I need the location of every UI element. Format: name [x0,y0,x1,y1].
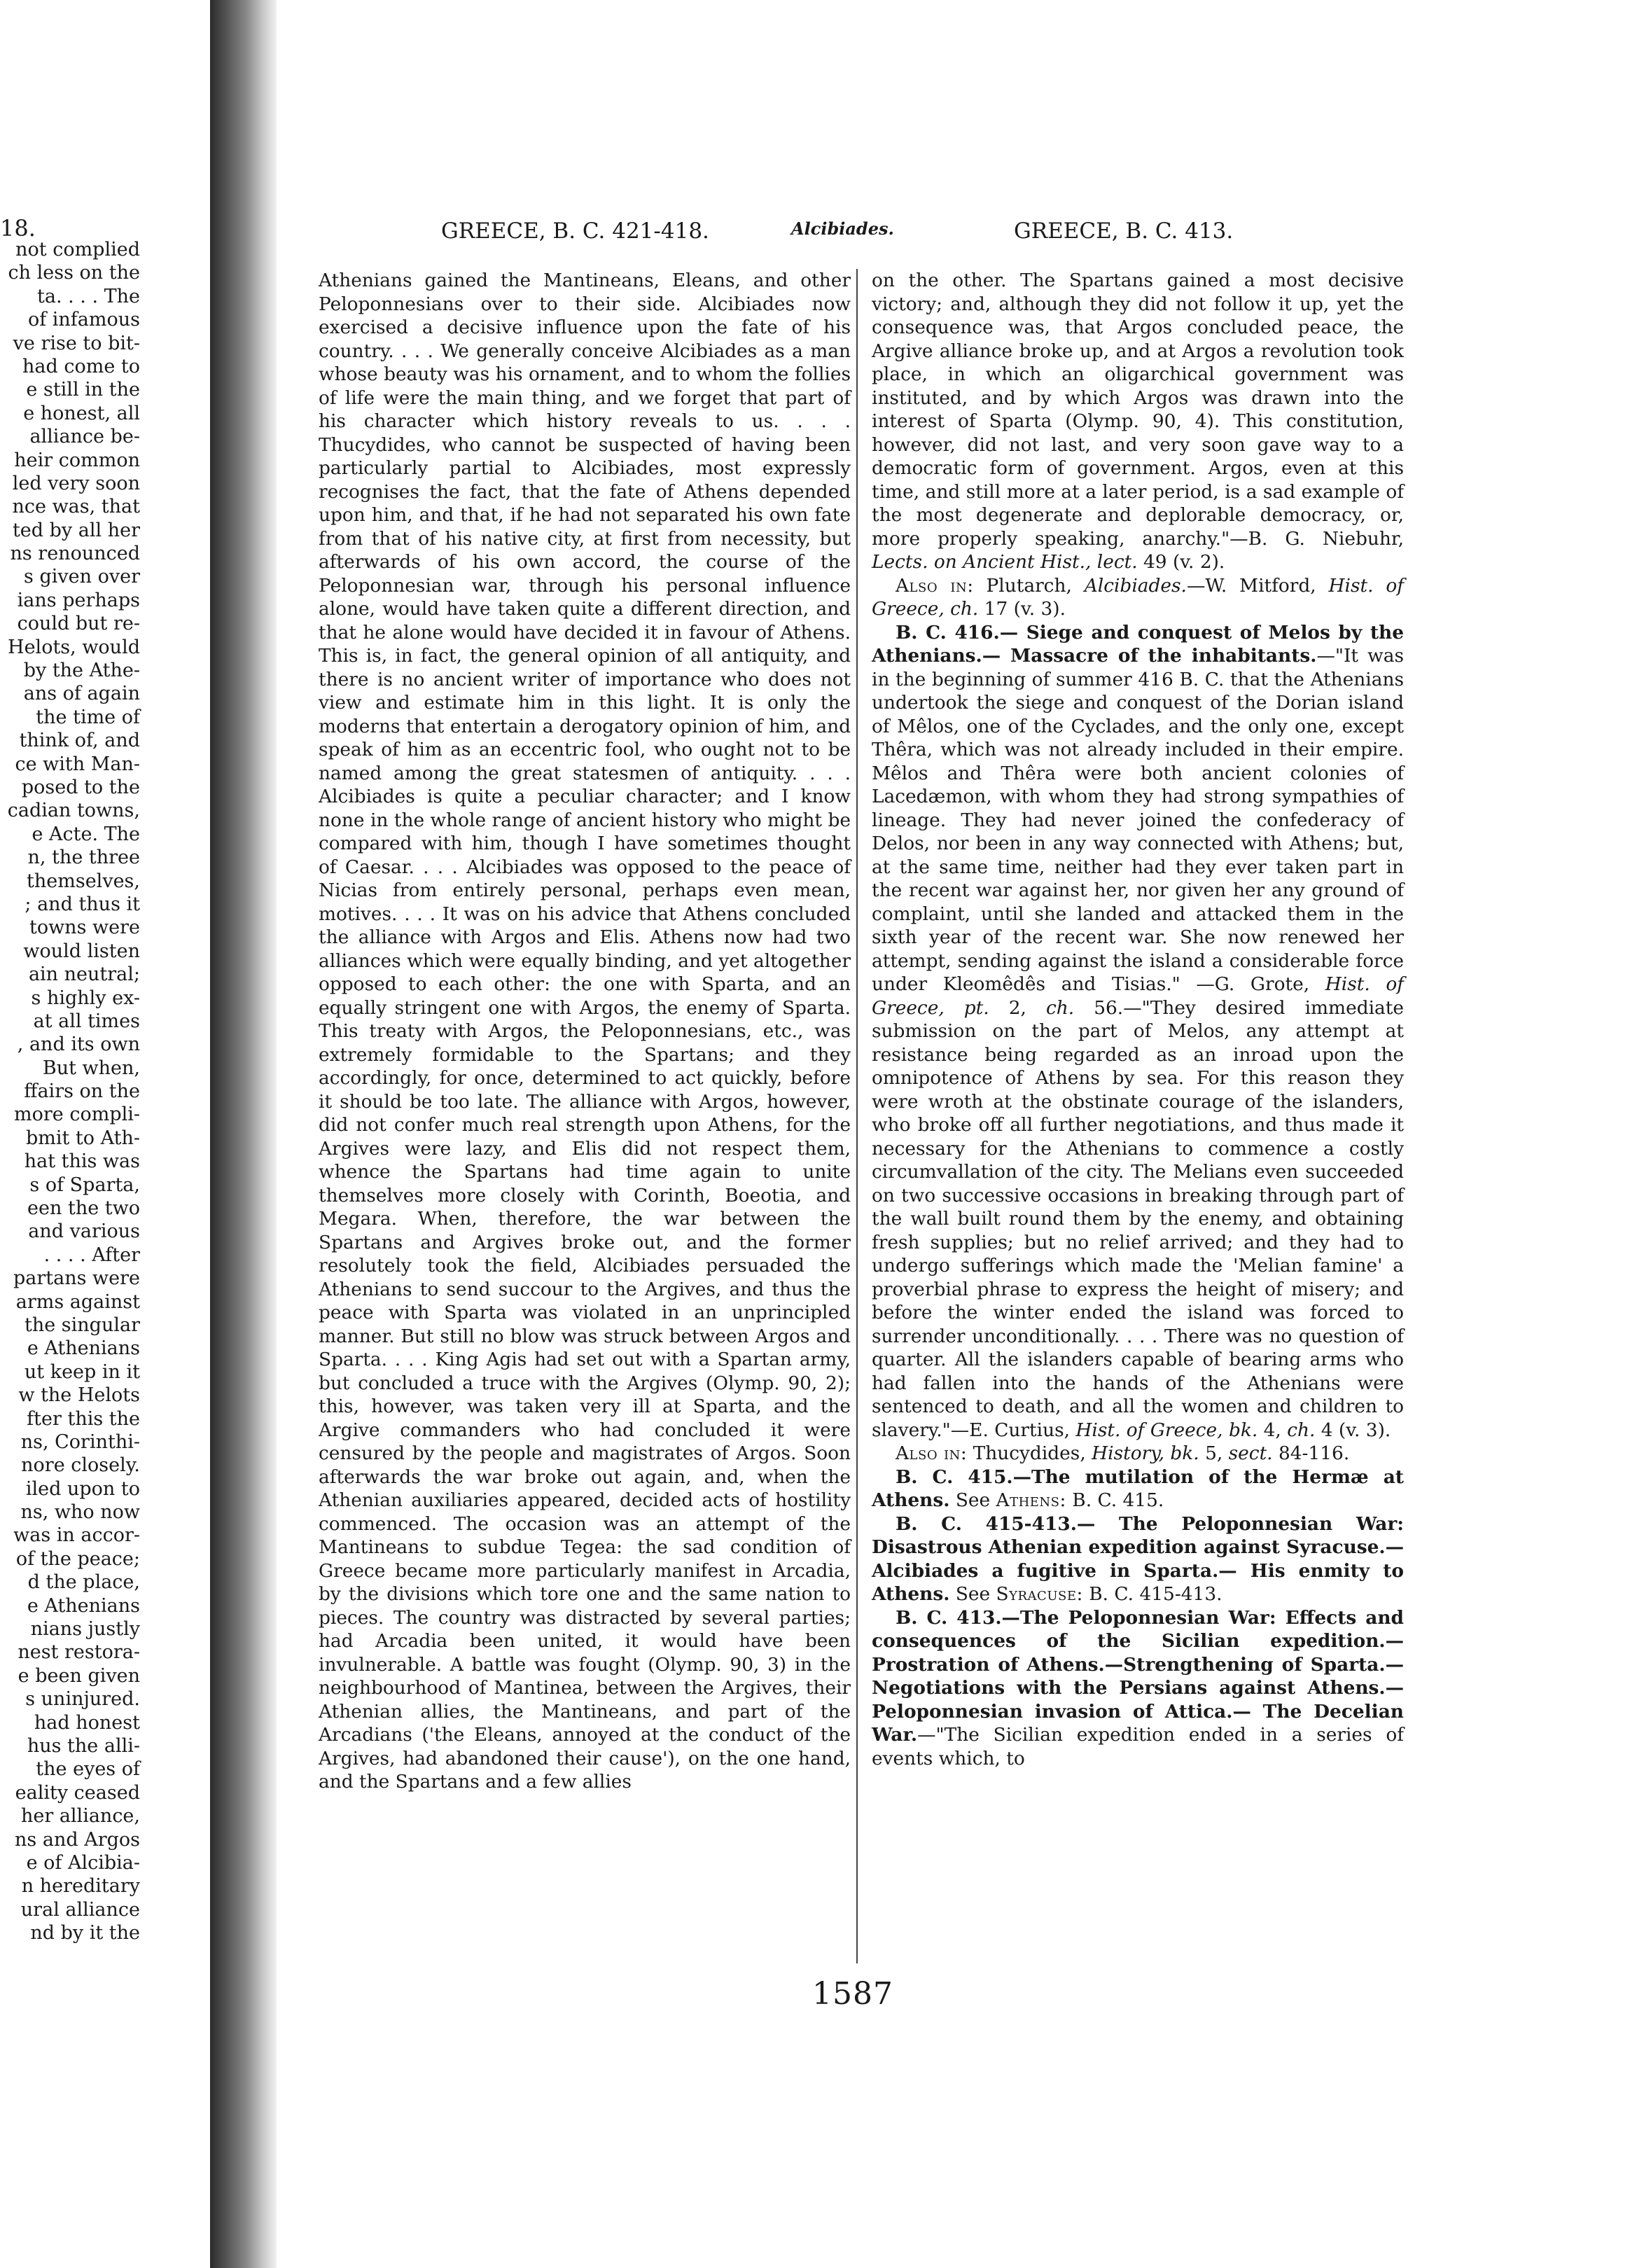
facing-page-line: hat this was [24,1150,140,1173]
facing-page-line: ns renounced [10,543,140,565]
facing-page-line: posed to the [21,776,140,798]
facing-page-line: the eyes of [36,1758,140,1781]
entry-bc-413: B. C. 413.—The Peloponnesian War: Effects and consequences of the Sicilian expedition.—Prostration of Athens.—Strengthening of Sparta.— Negotiations with the Persians against Athens.— Peloponnesian invasion of Attica.— The Decelian War.—"The Sicilian expedition ended in a series of events which, to [872,1606,1404,1769]
facing-page-line: nce was, that [12,496,140,518]
entry-heading-416: B. C. 416.— Siege and conquest of Melos by the Athenians.— Massacre of the inhabitants. [872,621,1404,667]
header-right: GREECE, B. C. 413. [1014,218,1234,244]
facing-page-line: een the two [27,1197,140,1220]
facing-page-line: iled upon to [25,1477,140,1500]
facing-page-line: her alliance, [20,1805,140,1828]
facing-page-line: ns and Argos [15,1828,140,1851]
facing-page-line: by the Athe- [23,660,140,682]
facing-page-line: would listen [23,940,140,962]
facing-page-line: e Acte. The [32,823,140,845]
facing-page-line: s uninjured. [25,1688,140,1711]
facing-page-line: w the Helots [18,1384,140,1407]
facing-page-line: nians justly [30,1618,140,1641]
facing-page-line: ve rise to bit- [13,332,140,354]
facing-page-line: had honest [34,1711,140,1734]
facing-page-line: , and its own [17,1034,140,1056]
facing-page-line: the time of [36,706,140,728]
facing-page-line: and various [28,1220,140,1243]
facing-page-line: . . . . After [43,1244,140,1266]
facing-page-line: ans of again [23,683,140,705]
facing-page-line: more compli- [14,1104,140,1126]
facing-page-line: hus the alli- [27,1735,140,1757]
facing-page-line: nore closely. [21,1454,140,1477]
facing-page-line: ut keep in it [24,1361,140,1383]
paragraph-niebuhr-excerpt: Athenians gained the Mantineans, Eleans, and other Peloponnesians over to their side. Alcibiades now exercised a decisive influence upon the fate of his country. . . . We generally conceive Alcibiades as a man whose beauty was his ornament, and to whom the follies of life were the main thing, and we forget that part of his character which history reveals to us. . . . Thucydides, who cannot be suspected of having been particularly partial to Alcibiades, most expressly recognises the fact, that the fate of Athens depended upon him, and that, if he had not separated his own fate from that of his native city, at first from necessity, but afterwards of his own accord, the course of the Peloponnesian war, through his personal influence alone, would have taken quite a different direction, and that he alone would have decided it in favour of Athens. This is, in fact, the general opinion of all antiquity, and there is no ancient writer of importance who does not view and estimate him in this light. It is only the moderns that entertain a derogatory opinion of him, and speak of him as an eccentric fool, who ought not to be named among the great statesmen of antiquity. . . . Alcibiades is quite a peculiar character; and I know none in the whole range of ancient history who might be compared with him, though I have sometimes thought of Caesar. . . . Alcibiades was opposed to the peace of Nicias from entirely personal, perhaps even mean, motives. . . . It was on his advice that Athens concluded the alliance with Argos and Elis. Athens now had two alliances which were equally binding, and yet altogether opposed to each other: the one with Sparta, and an equally stringent one with Argos, the enemy of Sparta. This treaty with Argos, the Peloponnesians, etc., was extremely formidable to the Spartans; and they accordingly, for once, determined to act quickly, before it should be too late. The alliance with Argos, however, did not confer much real strength upon Athens, for the Argives were lazy, and Elis did not respect them, whence the Spartans had time again to unite themselves more closely with Corinth, Boeotia, and Megara. When, therefore, the war between the Spartans and Argives broke out, and the former resolutely took the field, Alcibiades persuaded the Athenians to send succour to the Argives, and thus the peace with Sparta was violated in an unprincipled manner. But still no blow was struck between Argos and Sparta. . . . King Agis had set out with a Spartan army, but concluded a truce with the Argives (Olymp. 90, 2); this, however, was taken very ill at Sparta, and the Argive commanders who had concluded it were censured by the people and magistrates of Argos. Soon afterwards the war broke out again, and, when the Athenian auxiliaries appeared, decided acts of hostility commenced. The occasion was an attempt of the Mantineans to subdue Tegea: the sad condition of Greece became more particularly manifest in Arcadia, by the divisions which tore one and the same nation to pieces. The country was distracted by several parties; had Arcadia been united, it would have been invulnerable. A battle was fought (Olymp. 90, 3) in the neighbourhood of Mantinea, between the Argives, their Athenian allies, the Mantineans, and part of the Arcadians ('the Eleans, annoyed at the conduct of the Argives, had abandoned their cause'), on the one hand, and the Spartans and a few allies [319,270,851,1793]
facing-page-line: e honest, all [23,402,140,424]
entry-bc-415: B. C. 415.—The mutilation of the Hermæ at Athens. See Athens: B. C. 415. [872,1466,1404,1511]
facing-page-line: s given over [24,566,140,588]
facing-page-line: e Athenians [27,1594,140,1617]
facing-page-line: ch less on the [8,262,140,284]
facing-page-line: ians perhaps [17,589,140,611]
facing-page-line: n, the three [27,847,140,869]
column-divider [856,269,858,1963]
cross-reference-athens: Athens: [996,1489,1066,1511]
facing-page-line: think of, and [19,730,140,752]
facing-page-line: fter this the [27,1407,140,1430]
facing-page-line: e been given [18,1664,140,1687]
facing-page-line: of the peace; [15,1547,140,1570]
facing-page-lines [0,238,140,1945]
facing-page-line: led very soon [12,472,140,494]
facing-page-line: of infamous [27,309,140,331]
facing-page-line: nest restora- [18,1641,140,1664]
facing-page-line: themselves, [27,870,140,892]
facing-page-line: ; and thus it [25,893,140,915]
facing-page-line: Helots, would [8,636,140,658]
facing-page-line: e still in the [26,379,140,401]
header-left: GREECE, B. C. 421-418. [441,218,709,244]
facing-page-line: nd by it the [30,1922,140,1945]
entry-heading-415-413: B. C. 415-413.— The Peloponnesian War: Disastrous Athenian expedition against Syracuse.—Alcibiades a fugitive in Sparta.— His enmity to Athens. [872,1512,1404,1605]
facing-page-line: s highly ex- [31,987,140,1009]
page-number: 1587 [812,1976,893,2012]
facing-page-line: e Athenians [27,1337,140,1360]
entry-bc-416: B. C. 416.— Siege and conquest of Melos by the Athenians.— Massacre of the inhabitants.—"It was in the beginning of summer 416 B. C. that the Athenians undertook the siege and conquest of the Dorian island of Mêlos, one of the Cyclades, and the only one, except Thêra, which was not already included in their empire. Mêlos and Thêra were both ancient colonies of Lacedæmon, with whom they had strong sympathies of lineage. They had never joined the confederacy of Delos, nor been in any way connected with Athens; but, at the same time, neither had they ever taken part in the recent war against her, nor given her any ground of complaint, until she landed and attacked them in the sixth year of the recent war. She now renewed her attempt, sending against the island a considerable force under Kleomêdês and Tisias." —G. Grote, Hist. of Greece, pt. 2, ch. 56.—"They desired immediate submission on the part of Melos, any attempt at resistance being regarded as an inroad upon the omnipotence of Athens by sea. For this reason they were wroth at the obstinate courage of the islanders, who broke off all further negotiations, and thus made it necessary for the Athenians to commence a costly circumvallation of the city. The Melians even succeeded on two successive occasions in breaking through part of the wall built round them by the enemy, and obtaining fresh supplies; but no relief arrived; and they had to undergo sufferings which made the 'Melian famine' a proverbial phrase to express the height of misery; and before the winter ended the island was forced to surrender unconditionally. . . . There was no question of quarter. All the islanders capable of bearing arms who had fallen into the hands of the Athenians were sentenced to death, and all the women and children to slavery."—E. Curtius, Hist. of Greece, bk. 4, ch. 4 (v. 3). [872,621,1405,1441]
facing-page-line: n hereditary [21,1875,140,1898]
facing-page-line: ta. . . . The [37,285,140,307]
facing-page-line: ural alliance [20,1898,140,1921]
facing-page-line: was in accor- [13,1524,140,1547]
book-gutter [210,0,277,2268]
facing-page-line: bmit to Ath- [25,1127,140,1149]
facing-page-line: not complied [15,239,140,260]
facing-page-line: the singular [25,1314,140,1336]
facing-page-line: partans were [13,1267,140,1290]
cross-reference-syracuse: Syracuse: [996,1583,1083,1605]
entry-heading-415: B. C. 415.—The mutilation of the Hermæ at Athens. [872,1466,1404,1511]
facing-page-line: eality ceased [15,1781,140,1804]
facing-page-number: 18. [0,215,36,242]
facing-page-line: ns, who now [20,1501,140,1524]
facing-page-line: ns, Corinthi- [20,1431,140,1453]
facing-page-line: towns were [29,917,140,939]
also-in-note-1: Also in: Plutarch, Alcibiades.—W. Mitford, Hist. of Greece, ch. 17 (v. 3). [872,574,1405,620]
facing-page-fragment [0,215,140,1945]
facing-page-line: alliance be- [29,426,140,448]
text-column-right [872,269,1404,1770]
text-column-left [319,269,851,1794]
facing-page-line: But when, [42,1057,140,1079]
running-header [441,218,1260,249]
facing-page-line: heir common [14,449,140,471]
facing-page-line: arms against [15,1290,140,1313]
facing-page-line: ted by all her [12,519,140,541]
paragraph-niebuhr-conclusion: on the other. The Spartans gained a most decisive victory; and, although they did not follow it up, yet the consequence was, that Argos concluded peace, the Argive alliance broke up, and at Argos a revolution took place, in which an oligarchical government was instituted, and by which Argos was drawn into the interest of Sparta (Olymp. 90, 4). This constitution, however, did not last, and very soon gave way to a democratic form of government. Argos, even at this time, and still more at a later period, is a sad example of the most degenerate and deplorable democracy, or, more properly speaking, anarchy."—B. G. Niebuhr, Lects. on Ancient Hist., lect. 49 (v. 2). [872,270,1404,573]
facing-page-line: ffairs on the [24,1080,140,1103]
facing-page-line: s of Sparta, [29,1174,140,1196]
header-center: Alcibiades. [791,218,894,239]
facing-page-line: d the place, [27,1571,140,1594]
facing-page-line: had come to [22,355,140,377]
entry-bc-415-413: B. C. 415-413.— The Peloponnesian War: Disastrous Athenian expedition against Syracuse.—Alcibiades a fugitive in Sparta.— His enmity to Athens. See Syracuse: B. C. 415-413. [872,1512,1404,1605]
facing-page-line: could but re- [17,613,140,635]
facing-page-line: ce with Man- [15,753,140,775]
facing-page-line: at all times [33,1010,140,1032]
facing-page-line: e of Alcibia- [26,1851,140,1874]
entry-heading-413: B. C. 413.—The Peloponnesian War: Effects and consequences of the Sicilian expedition.—Prostration of Athens.—Strengthening of Sparta.— Negotiations with the Persians against Athens.— Peloponnesian invasion of Attica.— The Decelian War. [872,1606,1404,1746]
also-in-note-2: Also in: Thucydides, History, bk. 5, sect. 84-116. [896,1442,1350,1464]
facing-page-line: cadian towns, [7,800,140,822]
facing-page-line: ain neutral; [28,963,140,986]
